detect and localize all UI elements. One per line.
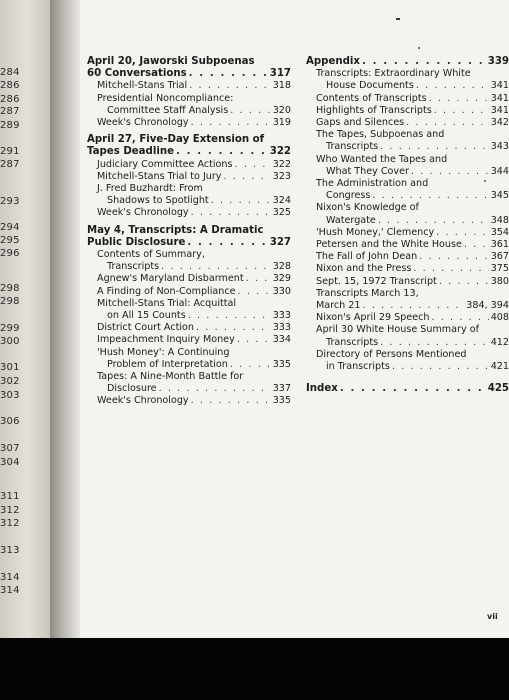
toc-entry-title: Problem of Interpretation	[107, 358, 228, 370]
facing-page-number: 287	[0, 106, 20, 117]
toc-page-number: 412	[490, 336, 509, 348]
toc-page-number: 330	[272, 285, 291, 297]
facing-page-number: 312	[0, 505, 20, 516]
section-spacer	[306, 373, 509, 383]
toc-entry	[306, 300, 509, 312]
toc-page-number: 421	[490, 361, 509, 373]
toc-entry-title: in Transcripts	[326, 361, 390, 373]
dot-leader	[372, 190, 488, 202]
toc-entry-title: Tapes Deadline	[87, 146, 175, 158]
toc-entry-title: Transcripts	[326, 141, 379, 153]
toc-section-heading: April 27, Five-Day Extension of	[87, 134, 265, 146]
toc-page-number: 317	[269, 68, 291, 80]
facing-page-number: 295	[0, 235, 20, 246]
toc-page-number: 375	[490, 263, 509, 275]
toc-entry-title: 'Hush Money,' Clemency	[316, 226, 435, 238]
toc-entry-title: 60 Conversations	[87, 68, 187, 80]
toc-entry-line: Who Wanted the Tapes and	[316, 153, 448, 165]
toc-page-number: 341	[490, 80, 509, 92]
toc-page-number: 348	[490, 214, 509, 226]
facing-page-number: 298	[0, 283, 20, 294]
toc-page-number: 354	[490, 226, 509, 238]
toc-entry-title: Petersen and the White House	[316, 239, 462, 251]
dot-leader	[211, 195, 271, 207]
dot-leader	[340, 383, 486, 395]
toc-entry-line: Nixon's Knowledge of	[316, 202, 419, 214]
toc-page-number: 323	[272, 170, 291, 182]
dot-leader	[161, 261, 271, 273]
dot-leader	[223, 171, 270, 183]
toc-entry	[306, 276, 509, 288]
toc-page-number: 327	[269, 236, 291, 248]
toc-page-number: 384, 394	[466, 300, 509, 312]
dot-leader	[378, 215, 489, 227]
dot-leader	[159, 383, 271, 395]
facing-page-number: 311	[0, 491, 20, 502]
toc-entry-title: Contents of Transcripts	[316, 92, 427, 104]
toc-entry	[306, 215, 509, 227]
toc-entry-line: Presidential Noncompliance:	[97, 92, 234, 104]
dot-leader	[406, 117, 489, 129]
dot-leader	[188, 310, 271, 322]
toc-page-number: 344	[490, 165, 509, 177]
toc-entry-line: 'Hush Money': A Continuing	[97, 346, 230, 358]
dot-leader	[176, 146, 268, 158]
toc-entry-title: District Court Action	[97, 322, 194, 334]
toc-entry-title: Week's Chronology	[97, 207, 189, 219]
toc-entry-title: Judiciary Committee Actions	[97, 158, 233, 170]
toc-entry-title: House Documents	[326, 80, 414, 92]
toc-entry	[87, 286, 291, 298]
dot-leader	[419, 251, 488, 263]
facing-page-number: 289	[0, 120, 20, 131]
dot-leader	[191, 207, 271, 219]
dot-leader	[380, 141, 489, 153]
toc-page-number: 325	[272, 207, 291, 219]
facing-page-number: 313	[0, 545, 20, 556]
toc-section-entry	[87, 146, 291, 158]
facing-page-number: 294	[0, 222, 20, 233]
toc-entry-title: Transcripts	[326, 336, 379, 348]
toc-page-number: 334	[272, 334, 291, 346]
toc-page-number: 380	[490, 275, 509, 287]
toc-page-number: 345	[490, 190, 509, 202]
toc-entry-title: March 21	[316, 300, 361, 312]
scan-background	[0, 638, 509, 700]
dot-leader	[434, 105, 489, 117]
toc-section-heading: May 4, Transcripts: A Dramatic	[87, 224, 264, 236]
toc-entry	[306, 361, 509, 373]
facing-page-number: 304	[0, 457, 20, 468]
toc-entry	[87, 359, 291, 371]
toc-entry-line: Tapes: A Nine-Month Battle for	[97, 371, 244, 383]
toc-entry	[87, 310, 291, 322]
dot-leader	[191, 395, 271, 407]
dot-leader	[187, 237, 267, 249]
toc-section-entry	[306, 56, 509, 68]
dot-leader	[380, 337, 489, 349]
facing-page-number: 300	[0, 336, 20, 347]
toc-entry-title: on All 15 Counts	[107, 310, 186, 322]
toc-entry-title: What They Cover	[326, 165, 409, 177]
facing-page-number: 307	[0, 443, 20, 454]
toc-entry-title: Public Disclosure	[87, 236, 186, 248]
toc-entry-line: J. Fred Buzhardt: From	[97, 183, 203, 195]
toc-entry-title: Committee Staff Analysis	[107, 104, 229, 116]
toc-page-number: 339	[487, 56, 509, 67]
toc-entry-title: Nixon and the Press	[316, 263, 412, 275]
toc-page-number: 337	[272, 383, 291, 395]
toc-entry	[306, 312, 509, 324]
facing-page-number: 301	[0, 362, 20, 373]
dot-leader	[439, 276, 489, 288]
toc-page-number: 425	[487, 383, 509, 395]
facing-page-number: 287	[0, 159, 20, 170]
dot-leader	[429, 93, 489, 105]
toc-entry	[87, 195, 291, 207]
toc-entry-title: Shadows to Spotlight	[107, 195, 209, 207]
toc-entry	[87, 334, 291, 346]
toc-entry-title: Mitchell-Stans Trial to Jury	[97, 170, 222, 182]
dot-leader	[230, 359, 271, 371]
dot-leader	[416, 80, 489, 92]
toc-page-number: 318	[272, 80, 291, 92]
toc-section-heading: April 20, Jaworski Subpoenas	[87, 56, 255, 67]
toc-page-number: 333	[272, 310, 291, 322]
dot-leader	[464, 239, 489, 251]
toc-page-number: 335	[272, 395, 291, 407]
toc-entry	[306, 93, 509, 105]
toc-page-number: 333	[272, 322, 291, 334]
toc-entry-title: Week's Chronology	[97, 395, 189, 407]
toc-entry	[306, 105, 509, 117]
toc-page-number: 328	[272, 261, 291, 273]
dot-leader	[230, 105, 270, 117]
toc-section-entry	[87, 68, 291, 80]
toc-entry-title: Week's Chronology	[97, 117, 189, 129]
dot-leader	[392, 361, 489, 373]
toc-page-number: 361	[490, 239, 509, 251]
toc-entry	[87, 117, 291, 129]
dot-leader	[413, 263, 488, 275]
dot-leader	[411, 166, 489, 178]
toc-entry	[306, 141, 509, 153]
toc-page-number: 408	[490, 312, 509, 324]
toc-entry	[306, 117, 509, 129]
toc-entry-line: Transcripts March 13,	[316, 287, 419, 299]
toc-entry	[306, 227, 509, 239]
toc-entry	[87, 395, 291, 407]
toc-entry-title: Disclosure	[107, 383, 157, 395]
dot-leader	[191, 117, 271, 129]
facing-page-number: 286	[0, 94, 20, 105]
toc-section-entry	[87, 237, 291, 249]
toc-entry	[87, 207, 291, 219]
toc-entry	[306, 263, 509, 275]
toc-page-number: 341	[490, 104, 509, 116]
toc-entry-line: Directory of Persons Mentioned	[316, 348, 467, 360]
toc-entry	[306, 166, 509, 178]
toc-page-number: 367	[490, 251, 509, 263]
dot-leader	[235, 159, 271, 171]
toc-entry-line: The Administration and	[316, 178, 429, 190]
toc-entry-title: Index	[306, 383, 338, 395]
toc-section-entry	[306, 383, 509, 395]
toc-entry-line: The Tapes, Subpoenas and	[316, 129, 445, 141]
facing-page-number: 284	[0, 67, 20, 78]
dot-leader	[196, 322, 271, 334]
toc-entry	[306, 337, 509, 349]
dot-leader	[362, 56, 486, 68]
toc-entry	[87, 159, 291, 171]
toc-page-number: 329	[272, 273, 291, 285]
toc-entry-line: Transcripts: Extraordinary White	[316, 68, 471, 80]
toc-entry-line: Contents of Summary,	[97, 249, 205, 261]
toc-page-number: 335	[272, 358, 291, 370]
toc-entry	[87, 105, 291, 117]
toc-entry	[306, 239, 509, 251]
print-speck	[418, 47, 420, 49]
toc-entry	[87, 171, 291, 183]
toc-page-number: 320	[272, 104, 291, 116]
toc-entry-title: Appendix	[306, 56, 360, 67]
dot-leader	[431, 312, 488, 324]
toc-entry	[87, 383, 291, 395]
facing-page-number: 314	[0, 585, 20, 596]
facing-page-number: 302	[0, 376, 20, 387]
toc-entry	[87, 322, 291, 334]
page-folio: vii	[487, 612, 498, 621]
toc-page-number: 324	[272, 195, 291, 207]
toc-entry-line: Mitchell-Stans Trial: Acquittal	[97, 297, 237, 309]
facing-page-number: 286	[0, 80, 20, 91]
dot-leader	[237, 334, 271, 346]
toc-entry-title: Mitchell-Stans Trial	[97, 80, 188, 92]
facing-page-number: 299	[0, 323, 20, 334]
dot-leader	[246, 273, 271, 285]
toc-entry	[87, 261, 291, 273]
toc-entry-title: Highlights of Transcripts	[316, 104, 432, 116]
dot-leader	[189, 80, 270, 92]
toc-page-number: 319	[272, 117, 291, 129]
toc-column-left	[87, 56, 291, 408]
toc-entry	[306, 190, 509, 202]
toc-entry-title: Impeachment Inquiry Money	[97, 334, 235, 346]
facing-page-number: 296	[0, 248, 20, 259]
toc-entry	[306, 80, 509, 92]
toc-page-number: 322	[272, 158, 291, 170]
facing-page-number: 306	[0, 416, 20, 427]
print-speck	[396, 18, 400, 20]
facing-page-number: 314	[0, 572, 20, 583]
facing-page-number: 303	[0, 390, 20, 401]
toc-entry	[87, 273, 291, 285]
dot-leader	[363, 300, 465, 312]
toc-entry	[87, 80, 291, 92]
facing-page-number: 291	[0, 146, 20, 157]
dot-leader	[238, 286, 271, 298]
toc-page-number: 341	[490, 92, 509, 104]
toc-entry-title: Congress	[326, 190, 371, 202]
toc-entry-title: A Finding of Non-Compliance	[97, 285, 236, 297]
dot-leader	[189, 68, 268, 80]
toc-entry	[306, 251, 509, 263]
facing-page-number: 293	[0, 196, 20, 207]
toc-page-number: 322	[269, 146, 291, 158]
toc-entry-line: April 30 White House Summary of	[316, 324, 479, 336]
dot-leader	[436, 227, 489, 239]
toc-page-number: 343	[490, 141, 509, 153]
toc-column-right	[306, 56, 509, 395]
toc-page-number: 342	[490, 117, 509, 129]
facing-page-number: 298	[0, 296, 20, 307]
toc-entry-title: Nixon's April 29 Speech	[316, 312, 430, 324]
toc-entry-title: Sept. 15, 1972 Transcript	[316, 275, 437, 287]
book-gutter	[50, 0, 80, 638]
facing-page-number: 312	[0, 518, 20, 529]
toc-entry-title: The Fall of John Dean	[316, 251, 418, 263]
toc-entry-title: Transcripts	[107, 261, 160, 273]
toc-entry-title: Gaps and Silences	[316, 117, 405, 129]
toc-entry-title: Watergate	[326, 214, 376, 226]
toc-entry-title: Agnew's Maryland Disbarment	[97, 273, 244, 285]
